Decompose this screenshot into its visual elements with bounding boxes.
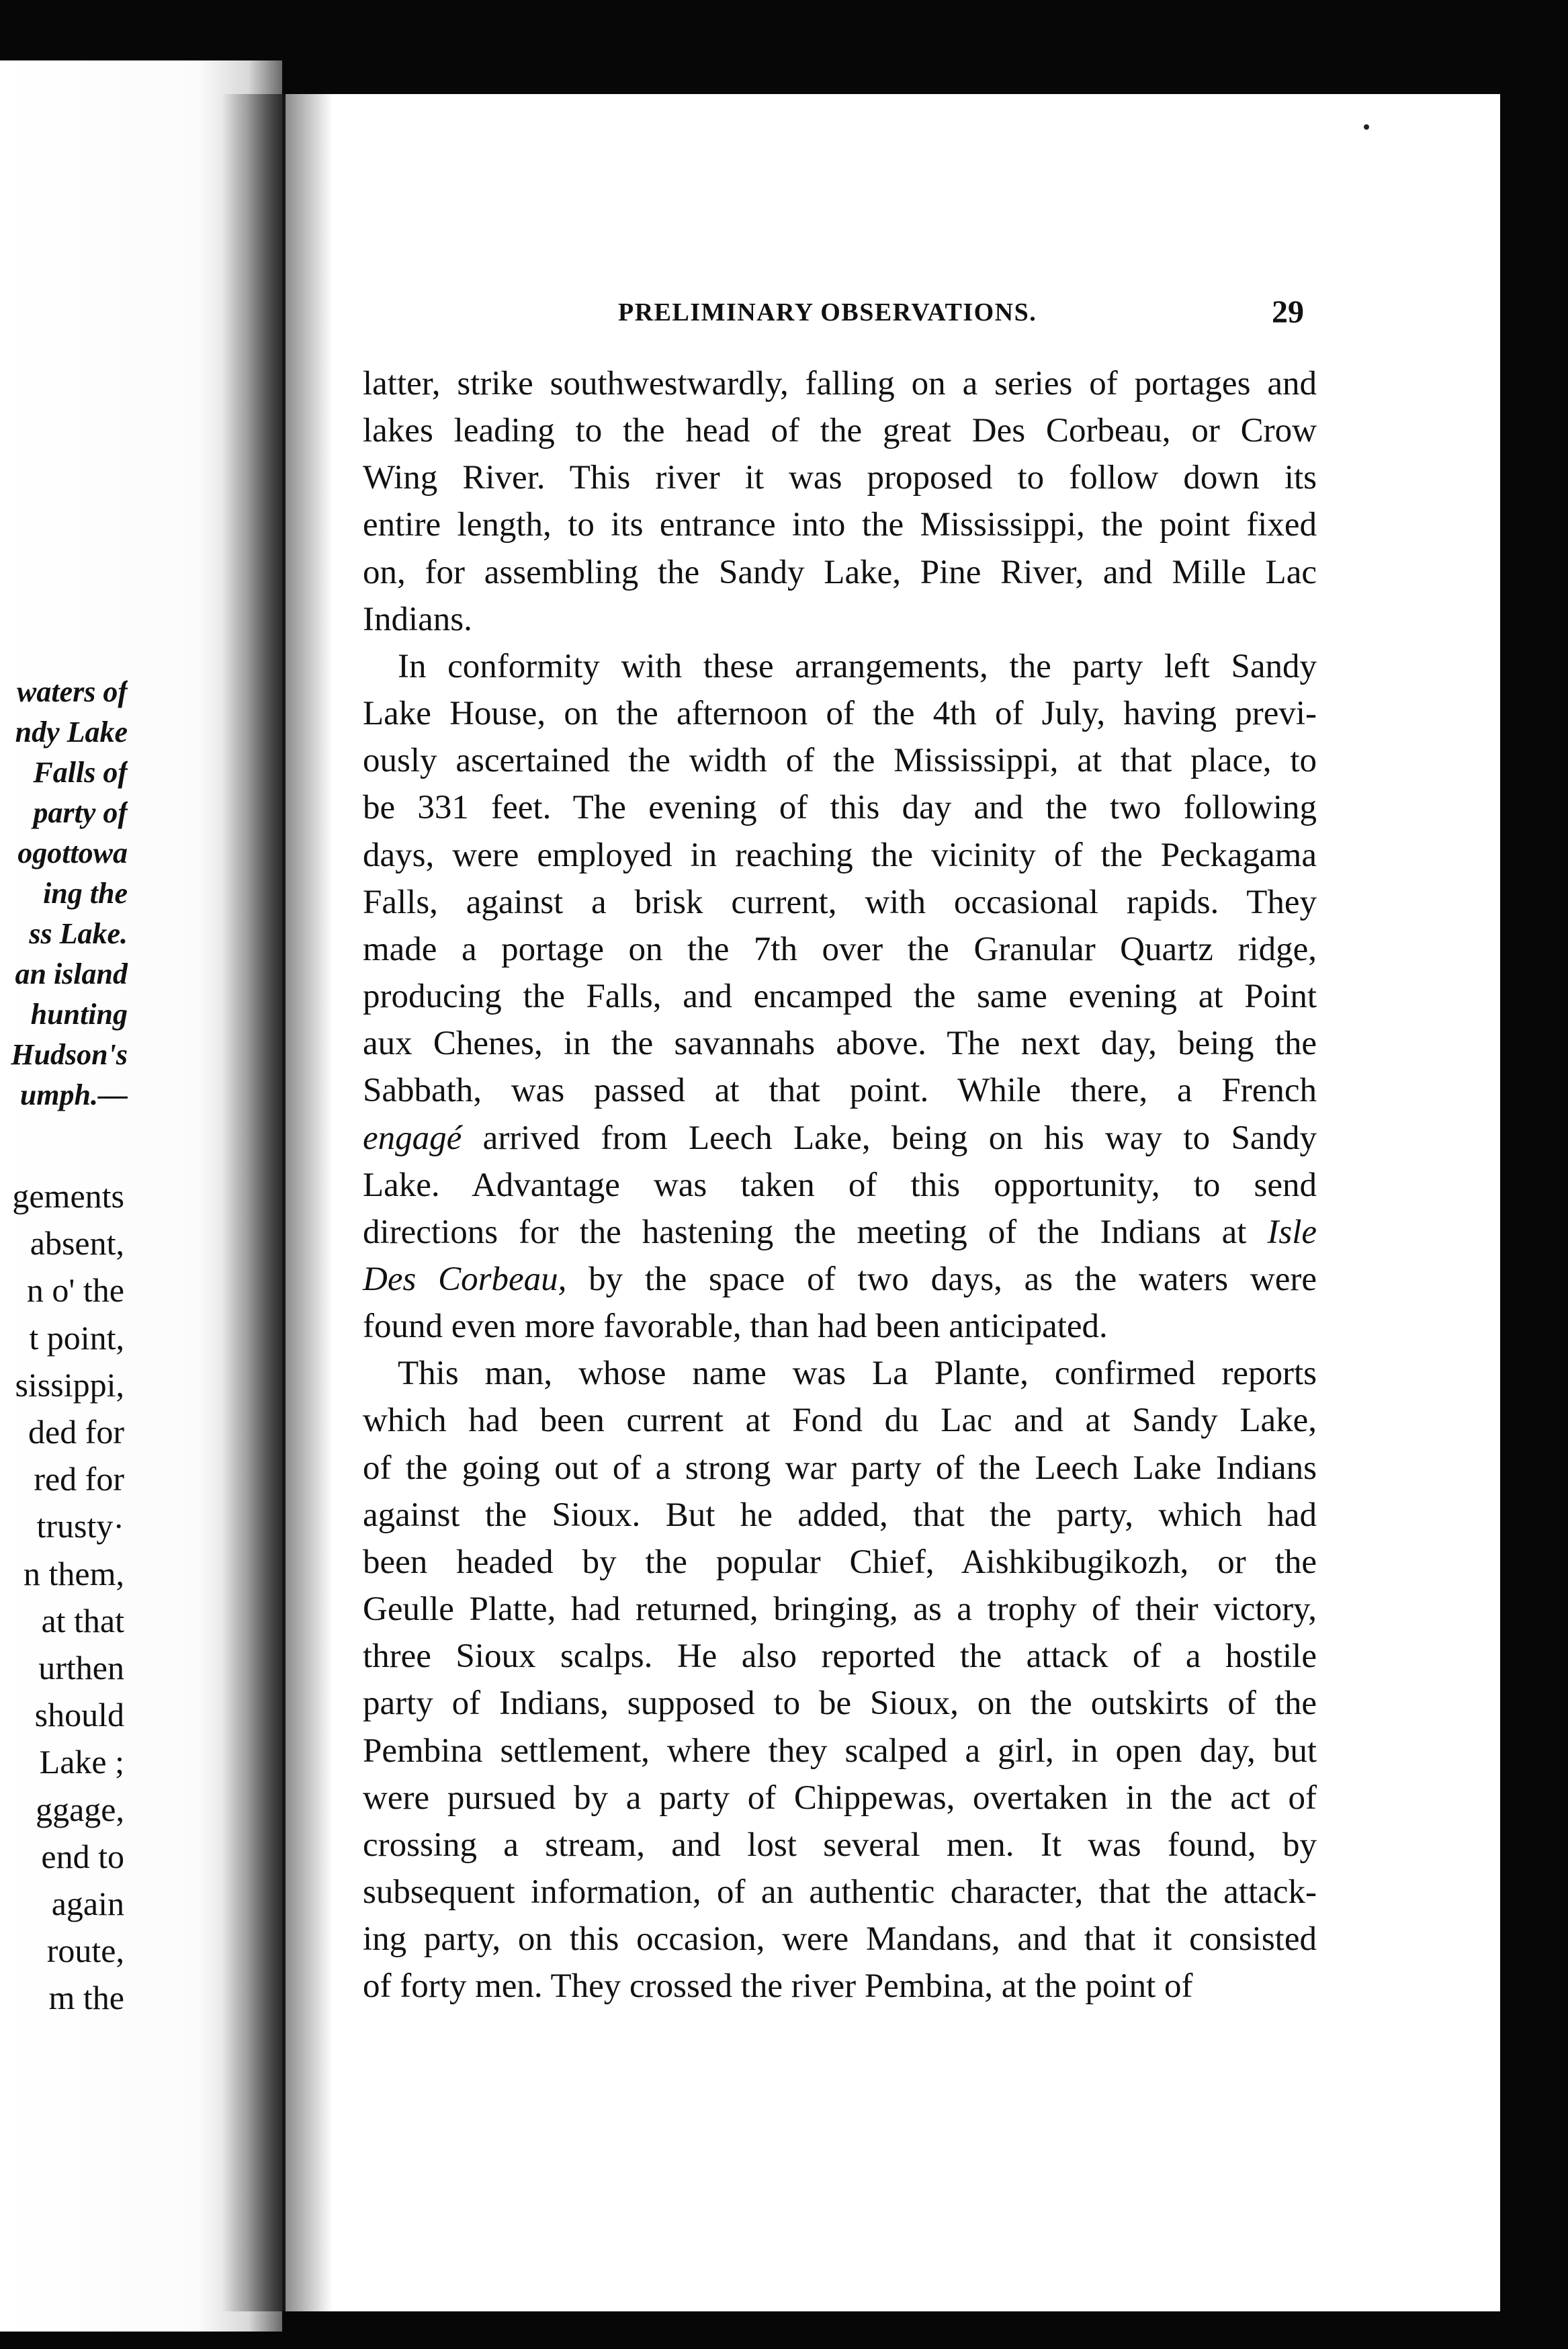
text-line: Wing River. This river it was proposed to follow down its <box>363 459 1317 497</box>
text-line: made a portage on the 7th over the Granular Quartz ridge, <box>363 930 1317 968</box>
left-body-line: urthen <box>38 1649 124 1687</box>
sidenote-line: Hudson's <box>11 1038 128 1071</box>
sidenote-line: ss Lake. <box>29 917 128 950</box>
text-line: three Sioux scalps. He also reported the attack of a hostile <box>363 1637 1317 1676</box>
text-line: directions for the hastening the meeting of the Indians at Isle <box>363 1213 1317 1251</box>
text-line: entire length, to its entrance into the Mississippi, the point fixed <box>363 506 1317 544</box>
left-body-line: ggage, <box>36 1790 124 1828</box>
text-line: crossing a stream, and lost several men. It was found, by <box>363 1826 1317 1864</box>
left-body-line: gements <box>12 1177 124 1215</box>
text-line: been headed by the popular Chief, Aishkibugikozh, or the <box>363 1543 1317 1581</box>
left-body-line: end to <box>41 1837 124 1875</box>
text-line: engagé arrived from Leech Lake, being on his way to Sandy <box>363 1119 1317 1157</box>
text-line: lakes leading to the head of the great Des Corbeau, or Crow <box>363 412 1317 450</box>
text-line: of forty men. They crossed the river Pembina, at the point of <box>363 1967 1193 2006</box>
text-line: of the going out of a strong war party of the Leech Lake Indians <box>363 1449 1317 1487</box>
left-body-line: Lake ; <box>39 1743 124 1781</box>
dust-speck <box>1364 124 1369 130</box>
left-body-line: absent, <box>30 1224 124 1263</box>
paragraph <box>363 360 1317 643</box>
text-line: on, for assembling the Sandy Lake, Pine River, and Mille Lac <box>363 553 1317 591</box>
text-line: be 331 feet. The evening of this day and the two following <box>363 789 1317 827</box>
text-line: aux Chenes, in the savannahs above. The next day, being the <box>363 1025 1317 1063</box>
right-page-edge-shadow <box>286 94 333 2311</box>
left-body-line: red for <box>34 1460 124 1498</box>
text-line: party of Indians, supposed to be Sioux, on the outskirts of the <box>363 1684 1317 1723</box>
page-number: 29 <box>1272 294 1304 330</box>
text-line: which had been current at Fond du Lac and at Sandy Lake, <box>363 1402 1317 1440</box>
text-line: against the Sioux. But he added, that the party, which had <box>363 1496 1317 1534</box>
left-page-sidenote <box>0 672 128 1115</box>
text-line: ously ascertained the width of the Mississippi, at that place, to <box>363 742 1317 780</box>
sidenote-line: ing the <box>43 877 128 910</box>
sidenote-line: an island <box>15 957 128 990</box>
text-line: latter, strike southwestwardly, falling on a series of portages and <box>363 365 1317 402</box>
text-line: subsequent information, of an authentic character, that the attack- <box>363 1873 1317 1911</box>
sidenote-line: umph.— <box>19 1078 128 1111</box>
text-line: producing the Falls, and encamped the same evening at Point <box>363 978 1317 1016</box>
text-line: Lake House, on the afternoon of the 4th of July, having previ- <box>363 695 1317 733</box>
sidenote-line: Falls of <box>33 756 128 789</box>
text-line: This man, whose name was La Plante, confirmed reports <box>398 1355 1317 1393</box>
text-line: Des Corbeau, by the space of two days, as the waters were <box>363 1260 1317 1298</box>
left-body-line: n them, <box>24 1554 124 1592</box>
left-body-line: at that <box>41 1601 124 1639</box>
left-page-body-fragment <box>0 1172 124 2022</box>
text-line: Indians. <box>363 600 472 638</box>
text-line: days, were employed in reaching the vicinity of the Peckagama <box>363 836 1317 874</box>
left-body-line: route, <box>46 1932 124 1970</box>
text-line: Pembina settlement, where they scalped a girl, in open day, but <box>363 1732 1317 1770</box>
text-line: Falls, against a brisk current, with occasional rapids. They <box>363 883 1317 921</box>
left-body-line: again <box>51 1885 124 1923</box>
left-body-line: m the <box>48 1979 124 2017</box>
paragraph <box>363 1350 1317 2010</box>
sidenote-line: party of <box>33 796 128 829</box>
text-line: Lake. Advantage was taken of this opportunity, to send <box>363 1166 1317 1204</box>
running-head: PRELIMINARY OBSERVATIONS. <box>618 298 1037 327</box>
book-gutter-shadow <box>222 94 289 2311</box>
sidenote-line: waters of <box>17 675 128 708</box>
left-body-line: n o' the <box>26 1271 124 1310</box>
text-line: ing party, on this occasion, were Mandans, and that it consisted <box>363 1920 1317 1959</box>
sidenote-line: ndy Lake <box>15 716 128 749</box>
left-body-line: trusty· <box>36 1507 124 1545</box>
left-body-line: ded for <box>28 1413 124 1451</box>
text-line: were pursued by a party of Chippewas, overtaken in the act of <box>363 1779 1317 1817</box>
text-line: found even more favorable, than had been anticipated. <box>363 1308 1108 1346</box>
left-body-line: t point, <box>29 1318 124 1357</box>
text-line: In conformity with these arrangements, the party left Sandy <box>398 647 1317 685</box>
sidenote-line: hunting <box>30 998 128 1031</box>
left-body-line: should <box>34 1696 124 1734</box>
text-line: Sabbath, was passed at that point. While there, a French <box>363 1072 1317 1110</box>
page-body-text <box>363 360 1317 2010</box>
sidenote-line: ogottowa <box>17 837 128 869</box>
text-line: Geulle Platte, had returned, bringing, as a trophy of their victory, <box>363 1590 1317 1629</box>
paragraph <box>363 643 1317 1350</box>
left-body-line: sissippi, <box>15 1365 124 1404</box>
